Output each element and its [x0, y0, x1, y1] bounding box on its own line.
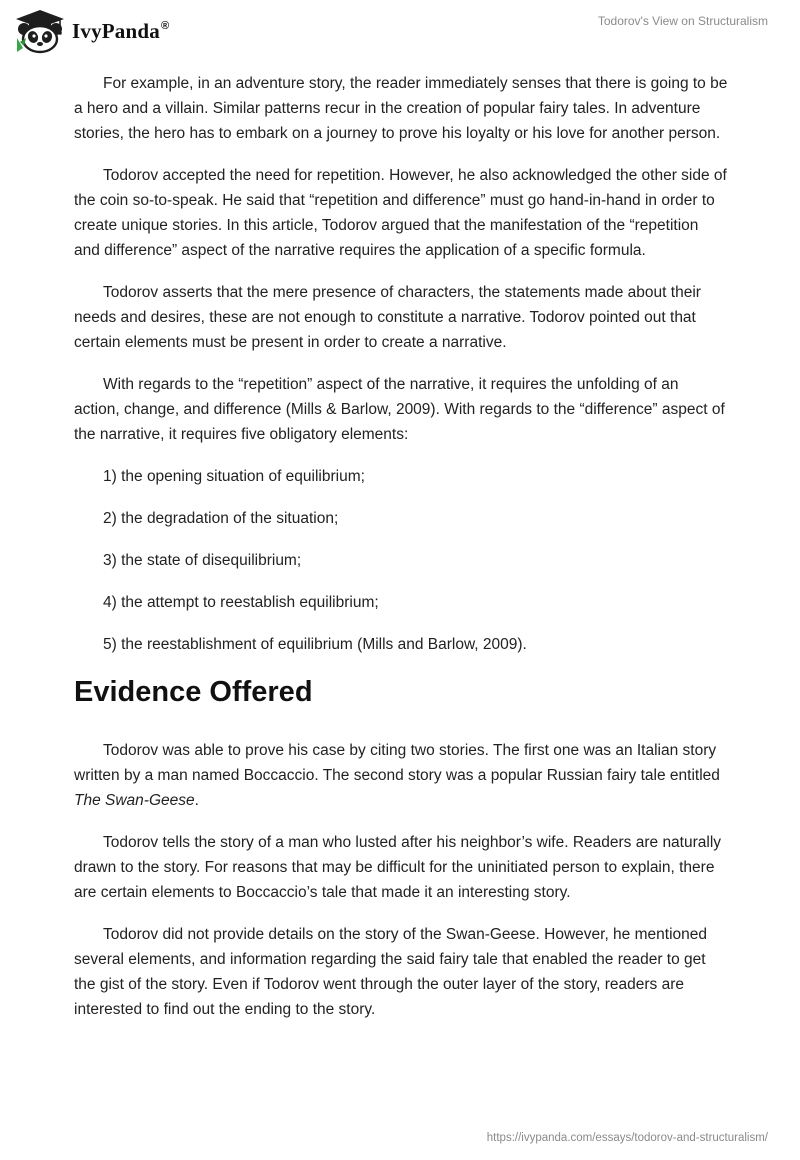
list-item: 5) the reestablishment of equilibrium (Mills and Barlow, 2009).	[103, 636, 527, 653]
source-url[interactable]: https://ivypanda.com/essays/todorov-and-structuralism/	[486, 1132, 768, 1144]
paragraph: Todorov accepted the need for repetition. However, he also acknowledged the other side of the coin so-to-speak. He said that “repetition and difference” must go hand-in-hand in order to create unique stories. In this article, Todorov argued that the manifestation of the “repetition and difference” aspect of the narrative requires the application of a specific formula.	[74, 167, 727, 259]
section-heading: Evidence Offered	[74, 676, 313, 708]
paragraph: Todorov did not provide details on the story of the Swan-Geese. However, he mentioned several elements, and information regarding the said fairy tale that enabled the reader to get the gist of the story. Even if Todorov went through the outer layer of the story, readers are interested to find out the ending to the story.	[74, 926, 707, 1018]
paragraph: Todorov was able to prove his case by citing two stories. The first one was an Italian story written by a man named Boccaccio. The second story was a popular Russian fairy tale entitled The Swan-Geese.	[74, 742, 720, 809]
brand-name: IvyPanda®	[72, 18, 170, 43]
ivypanda-logo[interactable]	[14, 8, 169, 54]
list-item: 4) the attempt to reestablish equilibrium;	[103, 594, 379, 611]
document-title: Todorov's View on Structuralism	[597, 14, 768, 28]
story-title: The Swan-Geese	[74, 792, 195, 809]
paragraph: For example, in an adventure story, the reader immediately senses that there is going to be a hero and a villain. Similar patterns recur in the creation of popular fairy tales. In adventure stories, the hero has to embark on a journey to prove his loyalty or his love for another person.	[74, 75, 728, 142]
list-item: 1) the opening situation of equilibrium;	[103, 468, 365, 485]
essay-body	[74, 71, 728, 1039]
paragraph: Todorov asserts that the mere presence of characters, the statements made about their needs and desires, these are not enough to constitute a narrative. Todorov pointed out that certain elements must be present in order to create a narrative.	[74, 284, 701, 351]
list-item: 2) the degradation of the situation;	[103, 510, 339, 527]
page-header	[0, 0, 800, 60]
paragraph: Todorov tells the story of a man who lusted after his neighbor’s wife. Readers are naturally drawn to the story. For reasons that may be difficult for the uninitiated person to explain, there are certain elements to Boccaccio’s tale that made it an interesting story.	[74, 834, 722, 901]
list-item: 3) the state of disequilibrium;	[103, 552, 302, 569]
paragraph: With regards to the “repetition” aspect of the narrative, it requires the unfolding of an action, change, and difference (Mills & Barlow, 2009). With regards to the “difference” aspect of the narrative, it requires five obligatory elements:	[74, 376, 725, 443]
panda-graduate-icon	[14, 8, 66, 54]
